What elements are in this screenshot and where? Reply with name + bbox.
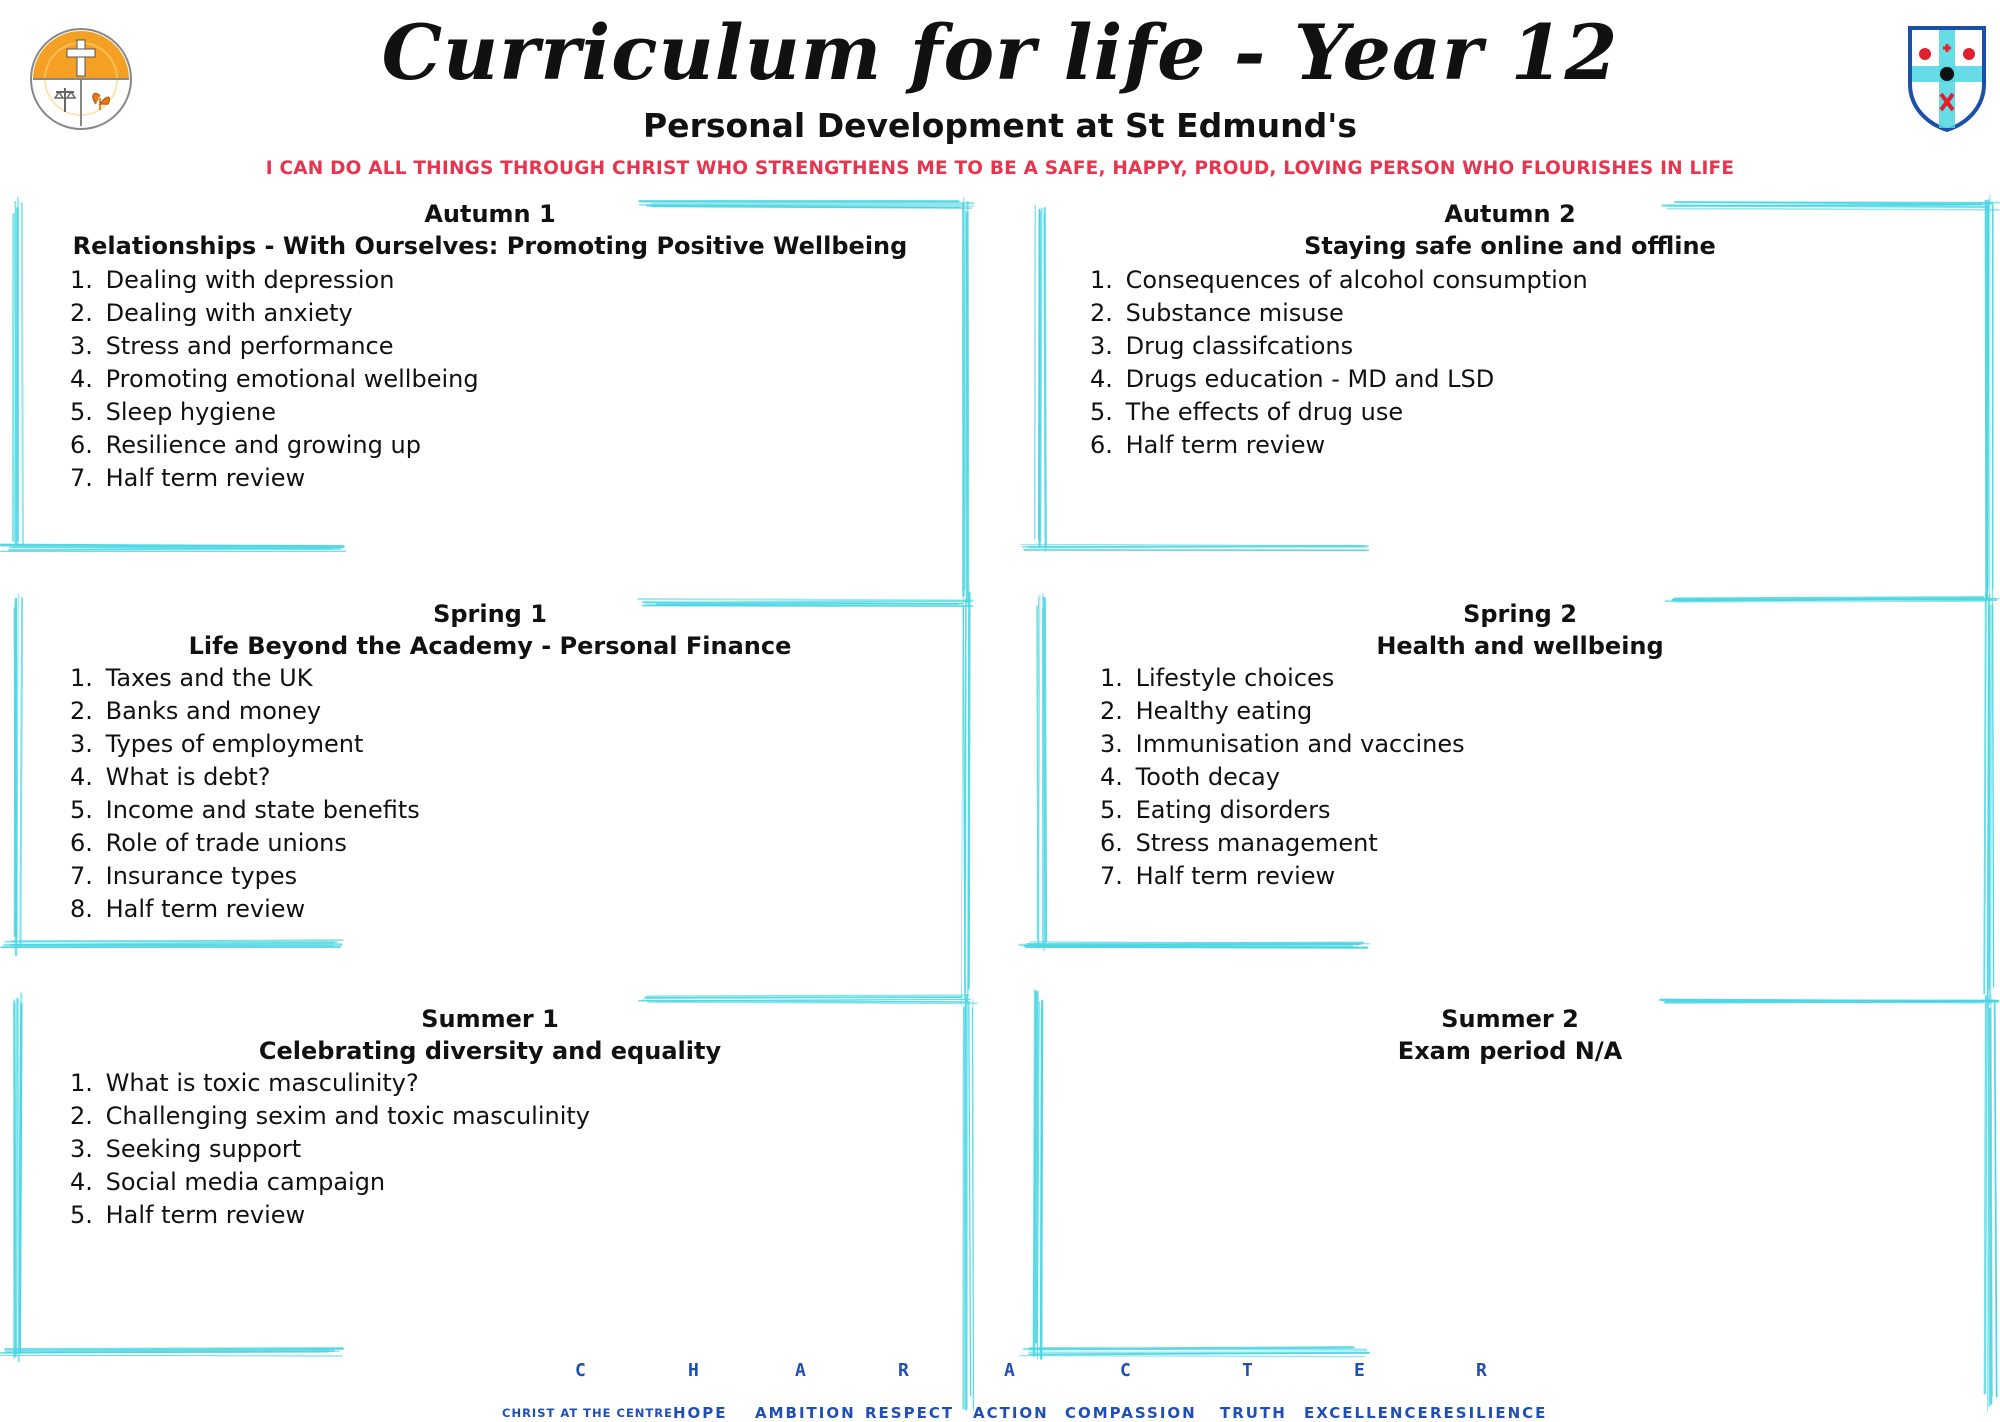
frame-stroke	[642, 1000, 971, 1002]
list-item	[1090, 429, 1930, 462]
list-item	[70, 1166, 910, 1199]
list-item	[1100, 860, 1940, 893]
list-item-text: Resilience and growing up	[98, 431, 421, 459]
list-item-text: What is toxic masculinity?	[98, 1069, 419, 1097]
frame-stroke	[1995, 1003, 1997, 1396]
character-letter: A	[1004, 1360, 1015, 1381]
frame-stroke	[1036, 992, 1037, 1342]
list-item	[70, 396, 910, 429]
frame-stroke	[18, 999, 19, 1360]
list-item-number: 3.	[1090, 330, 1118, 363]
frame-stroke	[1030, 1348, 1367, 1350]
list-item-text: Tooth decay	[1128, 763, 1280, 791]
list-item	[70, 827, 910, 860]
frame-stroke	[1037, 597, 1038, 938]
frame-stroke	[22, 203, 23, 543]
list-item-number: 6.	[70, 429, 98, 462]
frame-stroke	[968, 611, 969, 1003]
frame-stroke	[1, 545, 343, 546]
topic-list	[70, 264, 910, 495]
list-item	[1090, 297, 1930, 330]
list-item-text: Banks and money	[98, 697, 321, 725]
list-item	[70, 363, 910, 396]
frame-stroke	[965, 599, 966, 993]
frame-stroke	[19, 994, 21, 1345]
frame-stroke	[961, 598, 963, 1005]
frame-stroke	[15, 609, 16, 955]
list-item-text: Half term review	[1128, 862, 1335, 890]
list-item	[70, 761, 910, 794]
list-item-text: The effects of drug use	[1118, 398, 1403, 426]
frame-stroke	[1988, 1001, 1989, 1406]
list-item-text: Sleep hygiene	[98, 398, 276, 426]
list-item-number: 5.	[70, 1199, 98, 1232]
frame-stroke	[0, 1352, 329, 1353]
frame-stroke	[1039, 594, 1040, 949]
frame-stroke	[1035, 947, 1357, 948]
list-item-number: 6.	[1090, 429, 1118, 462]
frame-stroke	[6, 1351, 334, 1353]
list-item-number: 5.	[70, 396, 98, 429]
list-item-number: 2.	[70, 695, 98, 728]
frame-stroke	[16, 208, 17, 543]
frame-stroke	[1044, 215, 1045, 551]
panel-season: Autumn 1	[70, 198, 910, 230]
panel-season: Summer 2	[1090, 1003, 1930, 1035]
panel-summer-2	[1090, 1003, 1930, 1069]
character-value: COMPASSION	[1065, 1404, 1197, 1422]
frame-stroke	[1665, 1000, 1997, 1001]
list-item-number: 1.	[1090, 264, 1118, 297]
frame-stroke	[1041, 1001, 1042, 1359]
character-letter: C	[1120, 1360, 1131, 1381]
list-item-number: 3.	[70, 330, 98, 363]
list-item-number: 3.	[1100, 728, 1128, 761]
list-item-text: Healthy eating	[1128, 697, 1312, 725]
frame-stroke	[1993, 606, 1994, 987]
panel-spring-1	[70, 598, 910, 926]
list-item-number: 4.	[70, 761, 98, 794]
frame-stroke	[964, 211, 965, 591]
list-item	[1100, 794, 1940, 827]
list-item-text: Drugs education - MD and LSD	[1118, 365, 1494, 393]
frame-stroke	[20, 1004, 22, 1353]
character-value: TRUTH	[1220, 1404, 1287, 1422]
frame-stroke	[1984, 593, 1986, 993]
frame-stroke	[1045, 208, 1046, 546]
frame-stroke	[1660, 1000, 1983, 1001]
panel-season: Spring 1	[70, 598, 910, 630]
list-item-text: Promoting emotional wellbeing	[98, 365, 479, 393]
list-item-text: Lifestyle choices	[1128, 664, 1334, 692]
frame-stroke	[973, 999, 974, 1410]
frame-stroke	[645, 997, 962, 998]
frame-stroke	[968, 202, 969, 607]
list-item	[70, 662, 910, 695]
frame-stroke	[12, 941, 337, 942]
frame-stroke	[1988, 200, 1989, 589]
frame-stroke	[1020, 1356, 1365, 1357]
frame-stroke	[20, 598, 22, 947]
list-item	[70, 728, 910, 761]
panel-season: Spring 2	[1100, 598, 1940, 630]
character-letter: R	[898, 1360, 909, 1381]
list-item-number: 3.	[70, 728, 98, 761]
list-item	[70, 1199, 910, 1232]
frame-stroke	[969, 592, 970, 987]
frame-stroke	[1026, 545, 1360, 546]
school-cross-logo-icon	[28, 26, 134, 132]
list-item-number: 2.	[1090, 297, 1118, 330]
list-item-text: Half term review	[98, 1201, 305, 1229]
list-item	[1090, 396, 1930, 429]
panel-season: Summer 1	[70, 1003, 910, 1035]
list-item-text: Drug classifcations	[1118, 332, 1353, 360]
frame-stroke	[1987, 605, 1988, 1002]
frame-stroke	[1039, 209, 1040, 539]
list-item-number: 4.	[70, 1166, 98, 1199]
list-item-text: What is debt?	[98, 763, 271, 791]
list-item-text: Role of trade unions	[98, 829, 347, 857]
frame-stroke	[1987, 205, 1988, 599]
character-letter: R	[1476, 1360, 1487, 1381]
panel-autumn-2	[1090, 198, 1930, 462]
panel-spring-2	[1100, 598, 1940, 893]
list-item	[70, 330, 910, 363]
frame-stroke	[1029, 1353, 1369, 1355]
panel-topic: Staying safe online and offline	[1090, 230, 1930, 262]
frame-stroke	[1991, 995, 1992, 1395]
list-item-number: 5.	[1100, 794, 1128, 827]
frame-stroke	[1041, 1008, 1042, 1357]
list-item-number: 1.	[70, 662, 98, 695]
topic-list	[1090, 264, 1930, 462]
list-item	[70, 1100, 910, 1133]
frame-stroke	[969, 1003, 971, 1396]
list-item-number: 2.	[70, 297, 98, 330]
panel-topic: Relationships - With Ourselves: Promoting Positive Wellbeing	[70, 230, 910, 262]
frame-stroke	[972, 1008, 973, 1408]
list-item	[70, 264, 910, 297]
frame-stroke	[6, 1349, 343, 1350]
list-item-text: Half term review	[1118, 431, 1325, 459]
panel-topic: Health and wellbeing	[1100, 630, 1940, 662]
page-subtitle: Personal Development at St Edmund's	[0, 106, 2000, 145]
list-item	[70, 462, 910, 495]
list-item-text: Substance misuse	[1118, 299, 1344, 327]
frame-stroke	[1019, 945, 1352, 946]
list-item	[1100, 761, 1940, 794]
list-item-number: 4.	[1100, 761, 1128, 794]
frame-stroke	[1037, 606, 1038, 946]
frame-stroke	[9, 548, 339, 550]
frame-stroke	[1990, 1009, 1991, 1404]
list-item	[1100, 662, 1940, 695]
list-item-text: Half term review	[98, 464, 305, 492]
list-item-number: 4.	[70, 363, 98, 396]
list-item-number: 7.	[70, 860, 98, 893]
frame-stroke	[1040, 209, 1041, 542]
frame-stroke	[1031, 942, 1370, 944]
frame-stroke	[10, 943, 334, 945]
list-item	[1090, 264, 1930, 297]
panel-topic: Celebrating diversity and equality	[70, 1035, 910, 1067]
frame-stroke	[14, 599, 15, 937]
list-item-number: 5.	[70, 794, 98, 827]
list-item-text: Half term review	[98, 895, 305, 923]
frame-stroke	[14, 1003, 15, 1356]
list-item-text: Consequences of alcohol consumption	[1118, 266, 1588, 294]
frame-stroke	[1990, 606, 1991, 1004]
frame-stroke	[16, 998, 17, 1354]
list-item	[1090, 330, 1930, 363]
character-value: CHRIST AT THE CENTRE	[502, 1406, 673, 1420]
panel-summer-1	[70, 1003, 910, 1232]
frame-stroke	[1037, 1002, 1039, 1359]
list-item	[70, 860, 910, 893]
frame-stroke	[1026, 947, 1368, 948]
character-letter: T	[1242, 1360, 1253, 1381]
frame-stroke	[17, 594, 19, 942]
list-item	[70, 1067, 910, 1100]
list-item	[1090, 363, 1930, 396]
frame-stroke	[1030, 1347, 1352, 1349]
frame-stroke	[15, 202, 16, 541]
page-title: Curriculum for life - Year 12	[0, 8, 2000, 97]
list-item-text: Immunisation and vaccines	[1128, 730, 1465, 758]
character-value: AMBITION	[755, 1404, 856, 1422]
list-item-number: 7.	[70, 462, 98, 495]
list-item	[1100, 827, 1940, 860]
school-motto: I CAN DO ALL THINGS THROUGH CHRIST WHO STRENGTHENS ME TO BE A SAFE, HAPPY, PROUD, LOVING PERSON WHO FLOURISHES IN LIFE	[0, 158, 2000, 179]
character-value: HOPE	[673, 1404, 728, 1422]
list-item-text: Stress management	[1128, 829, 1378, 857]
frame-stroke	[1029, 546, 1368, 548]
frame-stroke	[1028, 943, 1363, 944]
frame-stroke	[1043, 609, 1044, 950]
panel-season: Autumn 2	[1090, 198, 1930, 230]
frame-stroke	[1024, 1347, 1354, 1349]
shield-crest-icon	[1906, 24, 1988, 134]
frame-stroke	[15, 1349, 343, 1351]
list-item-text: Income and state benefits	[98, 796, 420, 824]
topic-list	[70, 1067, 910, 1232]
list-item	[70, 695, 910, 728]
character-value: ACTION	[973, 1404, 1049, 1422]
list-item	[70, 1133, 910, 1166]
list-item	[1100, 695, 1940, 728]
frame-stroke	[4, 945, 332, 946]
list-item	[70, 794, 910, 827]
frame-stroke	[1034, 993, 1036, 1352]
character-letter: A	[795, 1360, 806, 1381]
list-item-text: Insurance types	[98, 862, 297, 890]
list-item	[70, 429, 910, 462]
frame-stroke	[1021, 544, 1365, 545]
list-item-text: Dealing with depression	[98, 266, 394, 294]
list-item-number: 2.	[1100, 695, 1128, 728]
list-item-text: Stress and performance	[98, 332, 394, 360]
frame-stroke	[1988, 1000, 1989, 1411]
frame-stroke	[9, 549, 331, 550]
panel-autumn-1	[70, 198, 910, 495]
list-item-number: 4.	[1090, 363, 1118, 396]
list-item-number: 1.	[70, 1067, 98, 1100]
list-item-number: 1.	[70, 264, 98, 297]
list-item-text: Taxes and the UK	[98, 664, 313, 692]
frame-stroke	[965, 213, 967, 590]
frame-stroke	[14, 945, 342, 946]
panel-topic: Exam period N/A	[1090, 1035, 1930, 1067]
list-item-number: 7.	[1100, 860, 1128, 893]
list-item-number: 5.	[1090, 396, 1118, 429]
frame-stroke	[963, 606, 965, 999]
character-letter: E	[1354, 1360, 1365, 1381]
list-item-number: 2.	[70, 1100, 98, 1133]
character-value: RESPECT	[865, 1404, 954, 1422]
frame-stroke	[5, 940, 343, 942]
list-item	[1100, 728, 1940, 761]
list-item	[70, 893, 910, 926]
frame-stroke	[0, 1355, 342, 1356]
frame-stroke	[1985, 996, 1986, 1393]
list-item	[70, 297, 910, 330]
frame-stroke	[16, 604, 17, 938]
list-item-number: 6.	[70, 827, 98, 860]
topic-list	[70, 662, 910, 926]
character-value: EXCELLENCE	[1304, 1404, 1430, 1422]
panel-topic: Life Beyond the Academy - Personal Finance	[70, 630, 910, 662]
frame-stroke	[1660, 1000, 1997, 1002]
list-item-text: Types of employment	[98, 730, 363, 758]
character-letter: C	[575, 1360, 586, 1381]
list-item-number: 6.	[1100, 827, 1128, 860]
list-item-number: 1.	[1100, 662, 1128, 695]
topic-list	[1100, 662, 1940, 893]
list-item-text: Dealing with anxiety	[98, 299, 353, 327]
character-acrostic	[0, 1360, 2000, 1384]
list-item-number: 3.	[70, 1133, 98, 1166]
list-item-number: 8.	[70, 893, 98, 926]
frame-stroke	[1034, 991, 1035, 1355]
frame-stroke	[1025, 944, 1361, 946]
list-item-text: Seeking support	[98, 1135, 301, 1163]
character-letter: H	[688, 1360, 699, 1381]
character-value: RESILIENCE	[1430, 1404, 1547, 1422]
frame-stroke	[10, 1351, 339, 1352]
frame-stroke	[1044, 598, 1045, 941]
frame-stroke	[1986, 201, 1987, 597]
frame-stroke	[10, 547, 341, 549]
list-item-text: Eating disorders	[1128, 796, 1331, 824]
frame-stroke	[646, 995, 968, 996]
frame-stroke	[639, 999, 971, 1000]
list-item-text: Social media campaign	[98, 1168, 385, 1196]
list-item-text: Challenging sexim and toxic masculinity	[98, 1102, 590, 1130]
